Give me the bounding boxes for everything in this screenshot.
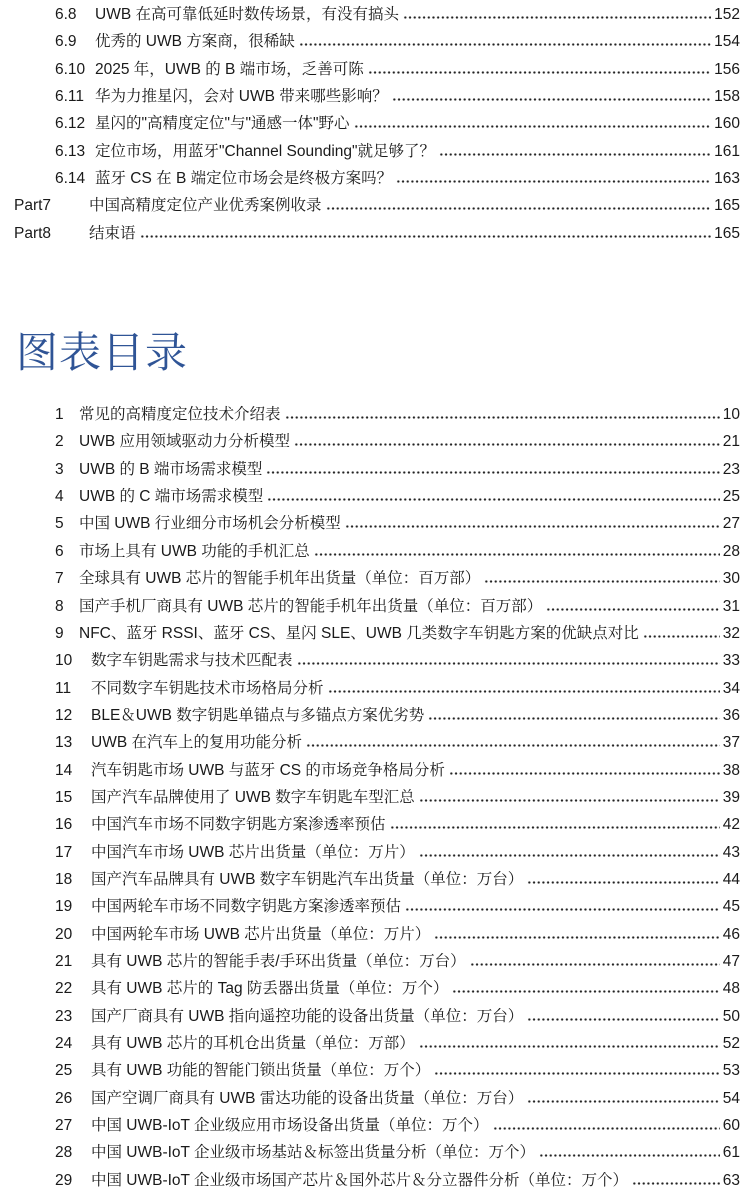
toc-entry-title: 汽车钥匙市场 UWB 与蓝牙 CS 的市场竞争格局分析	[91, 761, 445, 779]
toc-entry-number: 6.12	[55, 115, 86, 133]
toc-entry-page: 34	[722, 679, 740, 697]
toc-entry-number: 19	[55, 898, 73, 916]
toc-entry[interactable]	[55, 811, 740, 838]
dot-leader	[434, 1072, 719, 1075]
toc-entry-title: 星闪的"高精度定位"与"通感一体"野心	[95, 115, 350, 133]
dot-leader	[285, 416, 720, 419]
dot-leader	[390, 826, 720, 829]
toc-entry-number: 6.9	[55, 33, 77, 51]
toc-entry-page: 156	[714, 60, 740, 78]
toc-entry-number: 1	[55, 406, 64, 424]
dot-leader	[527, 1018, 719, 1021]
toc-entry-title: 常见的高精度定位技术介绍表	[79, 406, 281, 424]
toc-entry-number: 22	[55, 980, 73, 998]
toc-entry-page: 28	[722, 542, 740, 560]
toc-entry-title: 国产厂商具有 UWB 指向遥控功能的设备出货量（单位：万台）	[91, 1007, 524, 1025]
dot-leader	[306, 744, 720, 747]
dot-leader	[539, 1154, 720, 1157]
toc-entry-number: 6.8	[55, 6, 77, 23]
toc-entry[interactable]	[55, 28, 740, 55]
dot-leader	[449, 772, 720, 775]
dot-leader	[419, 1045, 720, 1048]
toc-entry-number: 25	[55, 1062, 73, 1080]
toc-entry[interactable]	[55, 110, 740, 137]
toc-entry-page: 161	[714, 142, 740, 160]
toc-entry-number: 27	[55, 1117, 73, 1135]
toc-entry-number: 3	[55, 460, 64, 478]
toc-list	[14, 1, 740, 247]
toc-entry-title: 具有 UWB 芯片的耳机仓出货量（单位：万部）	[91, 1035, 415, 1052]
toc-entry[interactable]	[55, 757, 740, 784]
toc-entry-page: 48	[722, 980, 740, 998]
toc-entry[interactable]	[55, 975, 740, 1002]
dot-leader	[328, 690, 720, 693]
toc-entry-number: 12	[55, 706, 73, 724]
toc-entry-title: BLE＆UWB 数字钥匙单锚点与多锚点方案优劣势	[91, 706, 425, 724]
toc-entry-number: 10	[55, 652, 73, 670]
dot-leader	[419, 854, 720, 857]
toc-entry-page: 152	[714, 6, 740, 23]
toc-entry[interactable]	[55, 702, 740, 729]
toc-entry-number: 5	[55, 515, 64, 533]
toc-entry-number: 6.11	[55, 88, 85, 106]
toc-entry[interactable]	[55, 1030, 740, 1057]
toc-entry-title: 中国汽车市场不同数字钥匙方案渗透率预估	[91, 816, 386, 834]
toc-entry-page: 61	[722, 1144, 740, 1162]
dot-leader	[368, 71, 711, 74]
dot-leader	[396, 180, 711, 183]
toc-entry[interactable]	[55, 428, 740, 455]
toc-entry-number: 6.10	[55, 60, 86, 78]
toc-entry[interactable]	[55, 1167, 740, 1188]
toc-entry[interactable]	[55, 565, 740, 592]
toc-entry[interactable]	[55, 647, 740, 674]
dot-leader	[297, 662, 720, 665]
toc-entry[interactable]	[55, 483, 740, 510]
toc-entry-title: 具有 UWB 芯片的 Tag 防丢器出货量（单位：万个）	[91, 980, 449, 998]
dot-leader	[632, 1182, 720, 1185]
toc-entry-page: 10	[722, 406, 740, 424]
toc-entry-page: 25	[722, 488, 740, 506]
toc-entry-page: 38	[722, 761, 740, 779]
figures-heading: 图表目录	[16, 329, 189, 377]
toc-entry[interactable]	[55, 675, 740, 702]
toc-entry-title: 蓝牙 CS 在 B 端定位市场会是终极方案吗？	[95, 170, 393, 188]
dot-leader	[546, 608, 719, 611]
toc-entry-title: 优秀的 UWB 方案商，很稀缺	[95, 33, 295, 51]
toc-entry-page: 31	[722, 597, 740, 615]
dot-leader	[419, 799, 720, 802]
dot-leader	[140, 235, 712, 238]
dot-leader	[345, 525, 720, 528]
toc-entry[interactable]	[14, 192, 740, 219]
dot-leader	[452, 990, 719, 993]
toc-entry-page: 32	[722, 624, 740, 642]
toc-entry-number: Part8	[14, 224, 52, 242]
toc-entry[interactable]	[55, 839, 740, 866]
toc-entry-number: 6.13	[55, 142, 86, 160]
toc-entry-page: 43	[722, 843, 740, 861]
toc-entry-number: 14	[55, 761, 73, 779]
toc-entry[interactable]	[55, 1112, 740, 1139]
toc-entry[interactable]	[55, 165, 740, 192]
toc-entry-page: 50	[722, 1007, 740, 1025]
toc-entry-number: 20	[55, 925, 73, 943]
toc-entry-number: 23	[55, 1007, 73, 1025]
dot-leader	[527, 1100, 719, 1103]
toc-entry[interactable]	[55, 729, 740, 756]
toc-entry[interactable]	[55, 83, 740, 110]
toc-entry-number: 24	[55, 1035, 73, 1052]
toc-entry-title: UWB 应用领域驱动力分析模型	[79, 433, 290, 451]
dot-leader	[439, 153, 711, 156]
toc-entry-title: 不同数字车钥匙技术市场格局分析	[91, 679, 324, 697]
dot-leader	[392, 98, 711, 101]
toc-entry-number: 6.14	[55, 170, 86, 188]
toc-entry-number: 28	[55, 1144, 73, 1162]
toc-entry-title: 中国两轮车市场 UWB 芯片出货量（单位：万片）	[91, 925, 431, 943]
dot-leader	[470, 963, 720, 966]
toc-entry-page: 27	[722, 515, 740, 533]
dot-leader	[484, 580, 719, 583]
dot-leader	[326, 207, 712, 210]
dot-leader	[428, 717, 719, 720]
toc-entry-title: 结束语	[89, 224, 136, 242]
toc-entry[interactable]	[55, 593, 740, 620]
toc-entry-number: 13	[55, 734, 73, 752]
toc-entry-page: 46	[722, 925, 740, 943]
toc-entry-title: UWB 的 C 端市场需求模型	[79, 488, 264, 506]
toc-entry[interactable]	[55, 1139, 740, 1166]
toc-entry-number: 21	[55, 952, 73, 970]
toc-entry-page: 37	[722, 734, 740, 752]
toc-entry-title: 中国 UWB 行业细分市场机会分析模型	[79, 515, 341, 533]
toc-entry-page: 52	[722, 1035, 740, 1052]
dot-leader	[314, 553, 720, 556]
toc-entry-title: 数字车钥匙需求与技术匹配表	[91, 652, 293, 670]
toc-entry-title: 国产汽车品牌具有 UWB 数字车钥匙汽车出货量（单位：万台）	[91, 870, 524, 888]
toc-entry-number: 2	[55, 433, 64, 451]
toc-entry[interactable]	[55, 538, 740, 565]
toc-entry-page: 165	[714, 224, 740, 242]
toc-entry[interactable]	[55, 948, 740, 975]
toc-entry-number: 8	[55, 597, 64, 615]
toc-entry-title: 国产空调厂商具有 UWB 雷达功能的设备出货量（单位：万台）	[91, 1089, 524, 1107]
dot-leader	[434, 936, 719, 939]
figures-list	[14, 401, 740, 1188]
toc-entry-page: 54	[722, 1089, 740, 1107]
toc-entry-title: 2025 年，UWB 的 B 端市场，乏善可陈	[95, 60, 364, 78]
toc-entry-title: 具有 UWB 芯片的智能手表/手环出货量（单位：万台）	[91, 952, 466, 970]
toc-entry[interactable]	[55, 401, 740, 428]
toc-entry-title: 市场上具有 UWB 功能的手机汇总	[79, 542, 310, 560]
toc-entry-title: 中国两轮车市场不同数字钥匙方案渗透率预估	[91, 898, 402, 916]
toc-entry-page: 33	[722, 652, 740, 670]
toc-entry-page: 163	[714, 170, 740, 188]
toc-entry-number: 7	[55, 570, 64, 588]
toc-entry-number: 9	[55, 624, 64, 642]
toc-entry[interactable]	[55, 1085, 740, 1112]
toc-entry-page: 39	[722, 788, 740, 806]
toc-entry-number: 18	[55, 870, 73, 888]
toc-entry-title: 中国汽车市场 UWB 芯片出货量（单位：万片）	[91, 843, 415, 861]
toc-entry-number: 11	[55, 679, 72, 697]
toc-entry-page: 165	[714, 197, 740, 215]
toc-entry-number: 29	[55, 1171, 73, 1188]
toc-entry-page: 45	[722, 898, 740, 916]
dot-leader	[266, 471, 719, 474]
toc-entry-page: 21	[722, 433, 740, 451]
toc-entry[interactable]	[55, 456, 740, 483]
toc-entry-number: 15	[55, 788, 73, 806]
toc-entry[interactable]	[55, 921, 740, 948]
dot-leader	[405, 908, 720, 911]
toc-entry-title: UWB 在汽车上的复用功能分析	[91, 734, 302, 752]
toc-entry-title: 中国 UWB-IoT 企业级市场国产芯片＆国外芯片＆分立器件分析（单位：万个）	[91, 1171, 629, 1188]
dot-leader	[267, 498, 719, 501]
toc-entry[interactable]	[55, 1, 740, 28]
toc-entry-page: 158	[714, 88, 740, 106]
toc-entry-title: 具有 UWB 功能的智能门锁出货量（单位：万个）	[91, 1062, 431, 1080]
dot-leader	[493, 1127, 720, 1130]
toc-entry[interactable]	[55, 784, 740, 811]
toc-entry-page: 42	[722, 816, 740, 834]
toc-entry[interactable]	[55, 56, 740, 83]
toc-entry-page: 44	[722, 870, 740, 888]
toc-entry[interactable]	[55, 620, 740, 647]
toc-entry-number: 16	[55, 816, 73, 834]
toc-entry[interactable]	[55, 1057, 740, 1084]
toc-entry-number: 4	[55, 488, 64, 506]
dot-leader	[299, 43, 711, 46]
toc-entry-page: 63	[722, 1171, 740, 1188]
toc-entry[interactable]	[55, 138, 740, 165]
toc-entry[interactable]	[14, 220, 740, 247]
toc-entry-page: 160	[714, 115, 740, 133]
toc-entry-title: 华为力推星闪，会对 UWB 带来哪些影响？	[95, 88, 388, 106]
toc-entry[interactable]	[55, 1003, 740, 1030]
toc-entry-title: NFC、蓝牙 RSSI、蓝牙 CS、星闪 SLE、UWB 几类数字车钥匙方案的优缺点对比	[79, 624, 639, 642]
toc-entry-page: 30	[722, 570, 740, 588]
toc-entry[interactable]	[55, 510, 740, 537]
dot-leader	[354, 125, 712, 128]
toc-entry-page: 154	[714, 33, 740, 51]
toc-entry[interactable]	[55, 866, 740, 893]
dot-leader	[527, 881, 719, 884]
toc-entry-title: 全球具有 UWB 芯片的智能手机年出货量（单位：百万部）	[79, 570, 481, 588]
toc-entry-number: Part7	[14, 197, 52, 215]
toc-entry-title: 中国高精度定位产业优秀案例收录	[89, 197, 322, 215]
toc-entry-title: 中国 UWB-IoT 企业级市场基站＆标签出货量分析（单位：万个）	[91, 1144, 536, 1162]
toc-entry-page: 60	[722, 1117, 740, 1135]
toc-entry-page: 53	[722, 1062, 740, 1080]
toc-entry-number: 6	[55, 542, 64, 560]
toc-entry-page: 47	[722, 952, 740, 970]
toc-entry[interactable]	[55, 893, 740, 920]
dot-leader	[403, 16, 711, 19]
toc-entry-page: 36	[722, 706, 740, 724]
toc-entry-title: UWB 在高可靠低延时数传场景，有没有搞头	[95, 6, 399, 23]
dot-leader	[294, 443, 720, 446]
dot-leader	[643, 635, 720, 638]
toc-entry-page: 23	[722, 460, 740, 478]
toc-entry-number: 17	[55, 843, 73, 861]
toc-entry-number: 26	[55, 1089, 73, 1107]
toc-entry-title: 定位市场，用蓝牙"Channel Sounding"就足够了？	[95, 142, 436, 160]
toc-entry-title: 国产汽车品牌使用了 UWB 数字车钥匙车型汇总	[91, 788, 415, 806]
toc-entry-title: UWB 的 B 端市场需求模型	[79, 460, 263, 478]
toc-entry-title: 中国 UWB-IoT 企业级应用市场设备出货量（单位：万个）	[91, 1117, 489, 1135]
toc-entry-title: 国产手机厂商具有 UWB 芯片的智能手机年出货量（单位：百万部）	[79, 597, 543, 615]
